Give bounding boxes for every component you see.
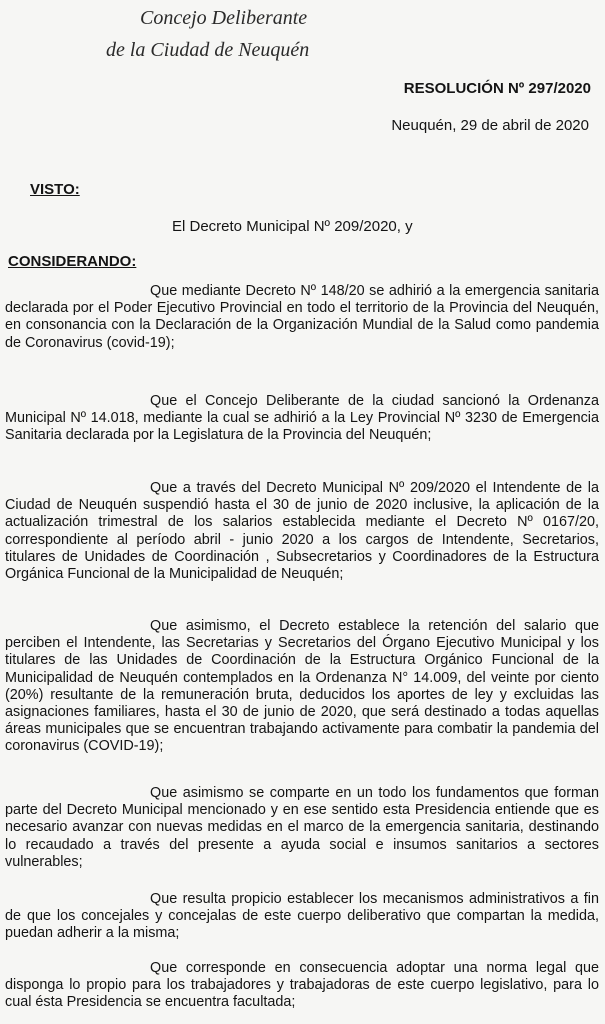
visto-text: El Decreto Municipal Nº 209/2020, y — [172, 218, 413, 235]
resolution-date: Neuquén, 29 de abril de 2020 — [391, 117, 589, 134]
paragraph-6: Que resulta propicio establecer los mecanismos administrativos a fin de que los concejales y concejalas de este cuerpo deliberativo que compartan la medida, puedan adherir a la misma; — [5, 891, 599, 942]
letterhead — [100, 2, 420, 66]
paragraph-3: Que a través del Decreto Municipal Nº 209/2020 el Intendente de la Ciudad de Neuquén suspendió hasta el 30 de junio de 2020 inclusive, la aplicación de la actualización trimestral de los salarios establecida mediante el Decreto Nº 0167/20, correspondiente al período abril - junio 2020 a los cargos de Intendente, Secretarios, titulares de Unidades de Coordinación , Subsecretarios y Coordinadores de la Estructura Orgánica Funcional de la Municipalidad de Neuquén; — [5, 480, 599, 583]
paragraph-4: Que asimismo, el Decreto establece la retención del salario que perciben el Intendente, las Secretarias y Secretarios del Órgano Ejecutivo Municipal y los titulares de las Unidades de Coordinación de la Estructura Orgánico Funcional de la Municipalidad de Neuquén contemplados en la Ordenanza N° 14.009, del veinte por ciento (20%) resultante de la remuneración bruta, deducidos los aportes de ley y excluidas las asignaciones familiares, hasta el 30 de junio de 2020, que será destinado a todas aquellas áreas municipales que se encuentran trabajando activamente para combatir la pandemia del coronavirus (COVID-19); — [5, 618, 599, 755]
paragraph-7: Que corresponde en consecuencia adoptar una norma legal que disponga lo propio para los trabajadores y trabajadoras de este cuerpo legislativo, para lo cual ésta Presidencia se encuentra facultada; — [5, 960, 599, 1011]
visto-heading: VISTO: — [30, 181, 80, 198]
resolution-number: RESOLUCIÓN Nº 297/2020 — [403, 80, 591, 97]
paragraph-5: Que asimismo se comparte en un todo los fundamentos que forman parte del Decreto Municipal mencionado y en ese sentido esta Presidencia entiende que es necesario avanzar con nuevas medidas en el marco de la emergencia sanitaria, destinando lo recaudado a través del presente a ayuda social e insumos sanitarios a sectores vulnerables; — [5, 785, 599, 870]
considerando-heading: CONSIDERANDO: — [8, 253, 137, 270]
letterhead-line-1: Concejo Deliberante — [140, 7, 308, 29]
paragraph-1: Que mediante Decreto Nº 148/20 se adhirió a la emergencia sanitaria declarada por el Poder Ejecutivo Provincial en todo el territorio de la Provincia del Neuquén, en consonancia con la Declaración de la Organización Mundial de la Salud como pandemia de Coronavirus (covid-19); — [5, 283, 599, 351]
paragraph-2: Que el Concejo Deliberante de la ciudad sancionó la Ordenanza Municipal Nº 14.018, mediante la cual se adhirió a la Ley Provincial Nº 3230 de Emergencia Sanitaria declarada por la Legislatura de la Provincia del Neuquén; — [5, 393, 599, 444]
letterhead-line-2: de la Ciudad de Neuquén — [106, 39, 310, 61]
